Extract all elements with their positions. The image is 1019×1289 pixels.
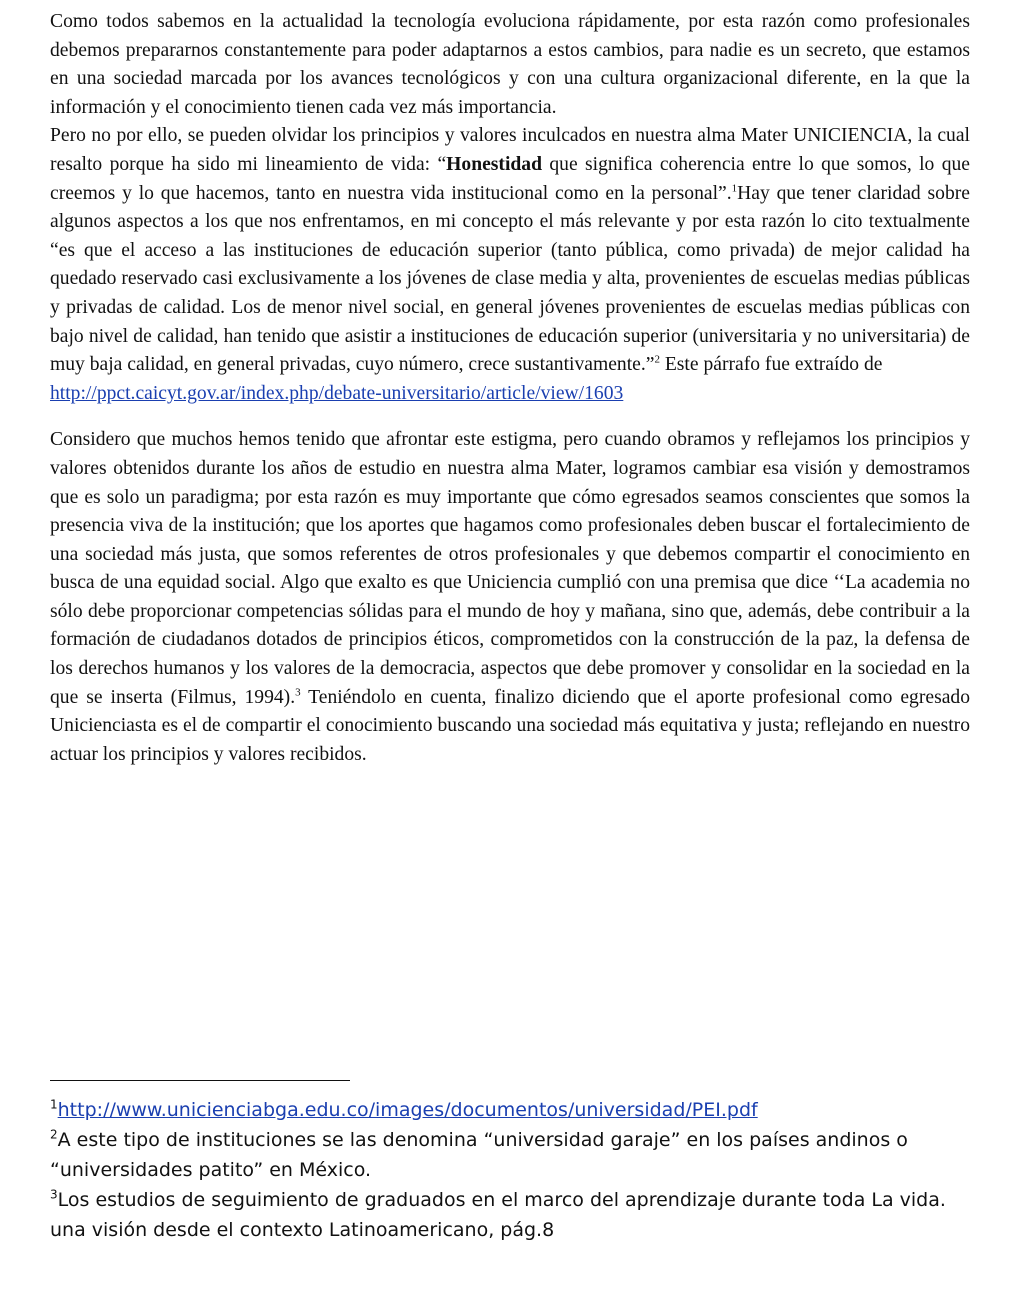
- source-link[interactable]: http://ppct.caicyt.gov.ar/index.php/debate-universitario/article/view/1603: [50, 382, 624, 404]
- footnote-ref-1[interactable]: 1: [731, 182, 738, 195]
- paragraph-values-text-c: Hay que tener claridad sobre algunos aspectos a los que nos enfrentamos, en mi concepto el más relevante y por esta razón lo cito textualmente “es que el acceso a las instituciones de educación superior (tanto pública, como privada) de mejor calidad ha quedado reservado casi exclusivamente a los jóvenes de clase media y alta, provenientes de escuelas medias públicas y privadas de calidad. Los de menor nivel social, en general jóvenes provenientes de escuelas medias públicas con bajo nivel de calidad, han tenido que asistir a instituciones de educación superior (universitaria y no universitaria) de muy baja calidad, en general privadas, cuyo número, crece sustantivamente.”: [50, 182, 970, 376]
- footnote-1-link[interactable]: http://www.unicienciabga.edu.co/images/documentos/universidad/PEI.pdf: [57, 1099, 758, 1121]
- footnote-3-text: Los estudios de seguimiento de graduados en el marco del aprendizaje durante toda La vida. una visión desde el contexto Latinoamericano, pág.8: [50, 1189, 946, 1241]
- paragraph-values-text-a: Pero no por ello, se pueden olvidar los principios y valores inculcados en nuestra alma Mater UNICIENCIA, la cual resalto porque ha sido mi lineamiento de vida: “: [50, 125, 970, 175]
- footnote-3: [50, 1185, 970, 1245]
- footnote-ref-3[interactable]: 3: [295, 686, 301, 699]
- paragraph-conclusion-text-b: Teniéndolo en cuenta, finalizo diciendo que el aporte profesional como egresado Unicienciasta es el de compartir el conocimiento buscando una sociedad más equitativa y justa; reflejando en nuestro actuar los principios y valores recibidos.: [50, 686, 970, 765]
- paragraph-intro: Como todos sabemos en la actualidad la tecnología evoluciona rápidamente, por esta razón como profesionales debemos prepararnos constantemente para poder adaptarnos a estos cambios, para nadie es un secreto, que estamos en una sociedad marcada por los avances tecnológicos y con una cultura organizacional diferente, en la que la información y el conocimiento tienen cada vez más importancia.: [50, 11, 970, 118]
- paragraph-conclusion-text-a: Considero que muchos hemos tenido que afrontar este estigma, pero cuando obramos y reflejamos los principios y valores obtenidos durante los años de estudio en nuestra alma Mater, logramos cambiar esa visión y demostramos que es solo un paradigma; por esta razón es muy importante que cómo egresados seamos conscientes que somos la presencia viva de la institución; que los aportes que hagamos como profesionales deben buscar el fortalecimiento de una sociedad más justa, que somos referentes de otros profesionales y que debemos compartir el conocimiento en busca de una equidad social. Algo que exalto es que Uniciencia cumplió con una premisa que dice ‘‘La academia no sólo debe proporcionar competencias sólidas para el mundo de hoy y mañana, sino que, además, debe contribuir a la formación de ciudadanos dotados de principios éticos, comprometidos con la construcción de la paz, la defensa de los derechos humanos y los valores de la democracia, aspectos que debe promover y consolidar en la sociedad en la que se inserta (Filmus, 1994).: [50, 429, 970, 708]
- footnote-separator: [50, 1080, 350, 1081]
- paragraph-values: [50, 122, 970, 408]
- honestidad-bold: Honestidad: [446, 153, 542, 175]
- footnote-1: [50, 1095, 970, 1125]
- document-body: [50, 8, 970, 769]
- paragraph-conclusion: [50, 426, 970, 769]
- footnote-3-number: 3: [50, 1187, 58, 1202]
- footnote-ref-2[interactable]: 2: [654, 353, 660, 366]
- footnote-2: [50, 1125, 970, 1185]
- footnote-2-text: A este tipo de instituciones se las denomina “universidad garaje” en los países andinos o “universidades patito” en México.: [50, 1129, 908, 1181]
- footnotes-section: [50, 1080, 970, 1245]
- footnote-1-number: 1: [50, 1097, 58, 1112]
- paragraph-values-text-b: que significa coherencia entre lo que somos, lo que creemos y lo que hacemos, tanto en nuestra vida institucional como en la personal”.: [50, 153, 970, 204]
- paragraph-values-text-d: Este párrafo fue extraído de: [659, 354, 883, 376]
- footnote-2-number: 2: [50, 1127, 58, 1142]
